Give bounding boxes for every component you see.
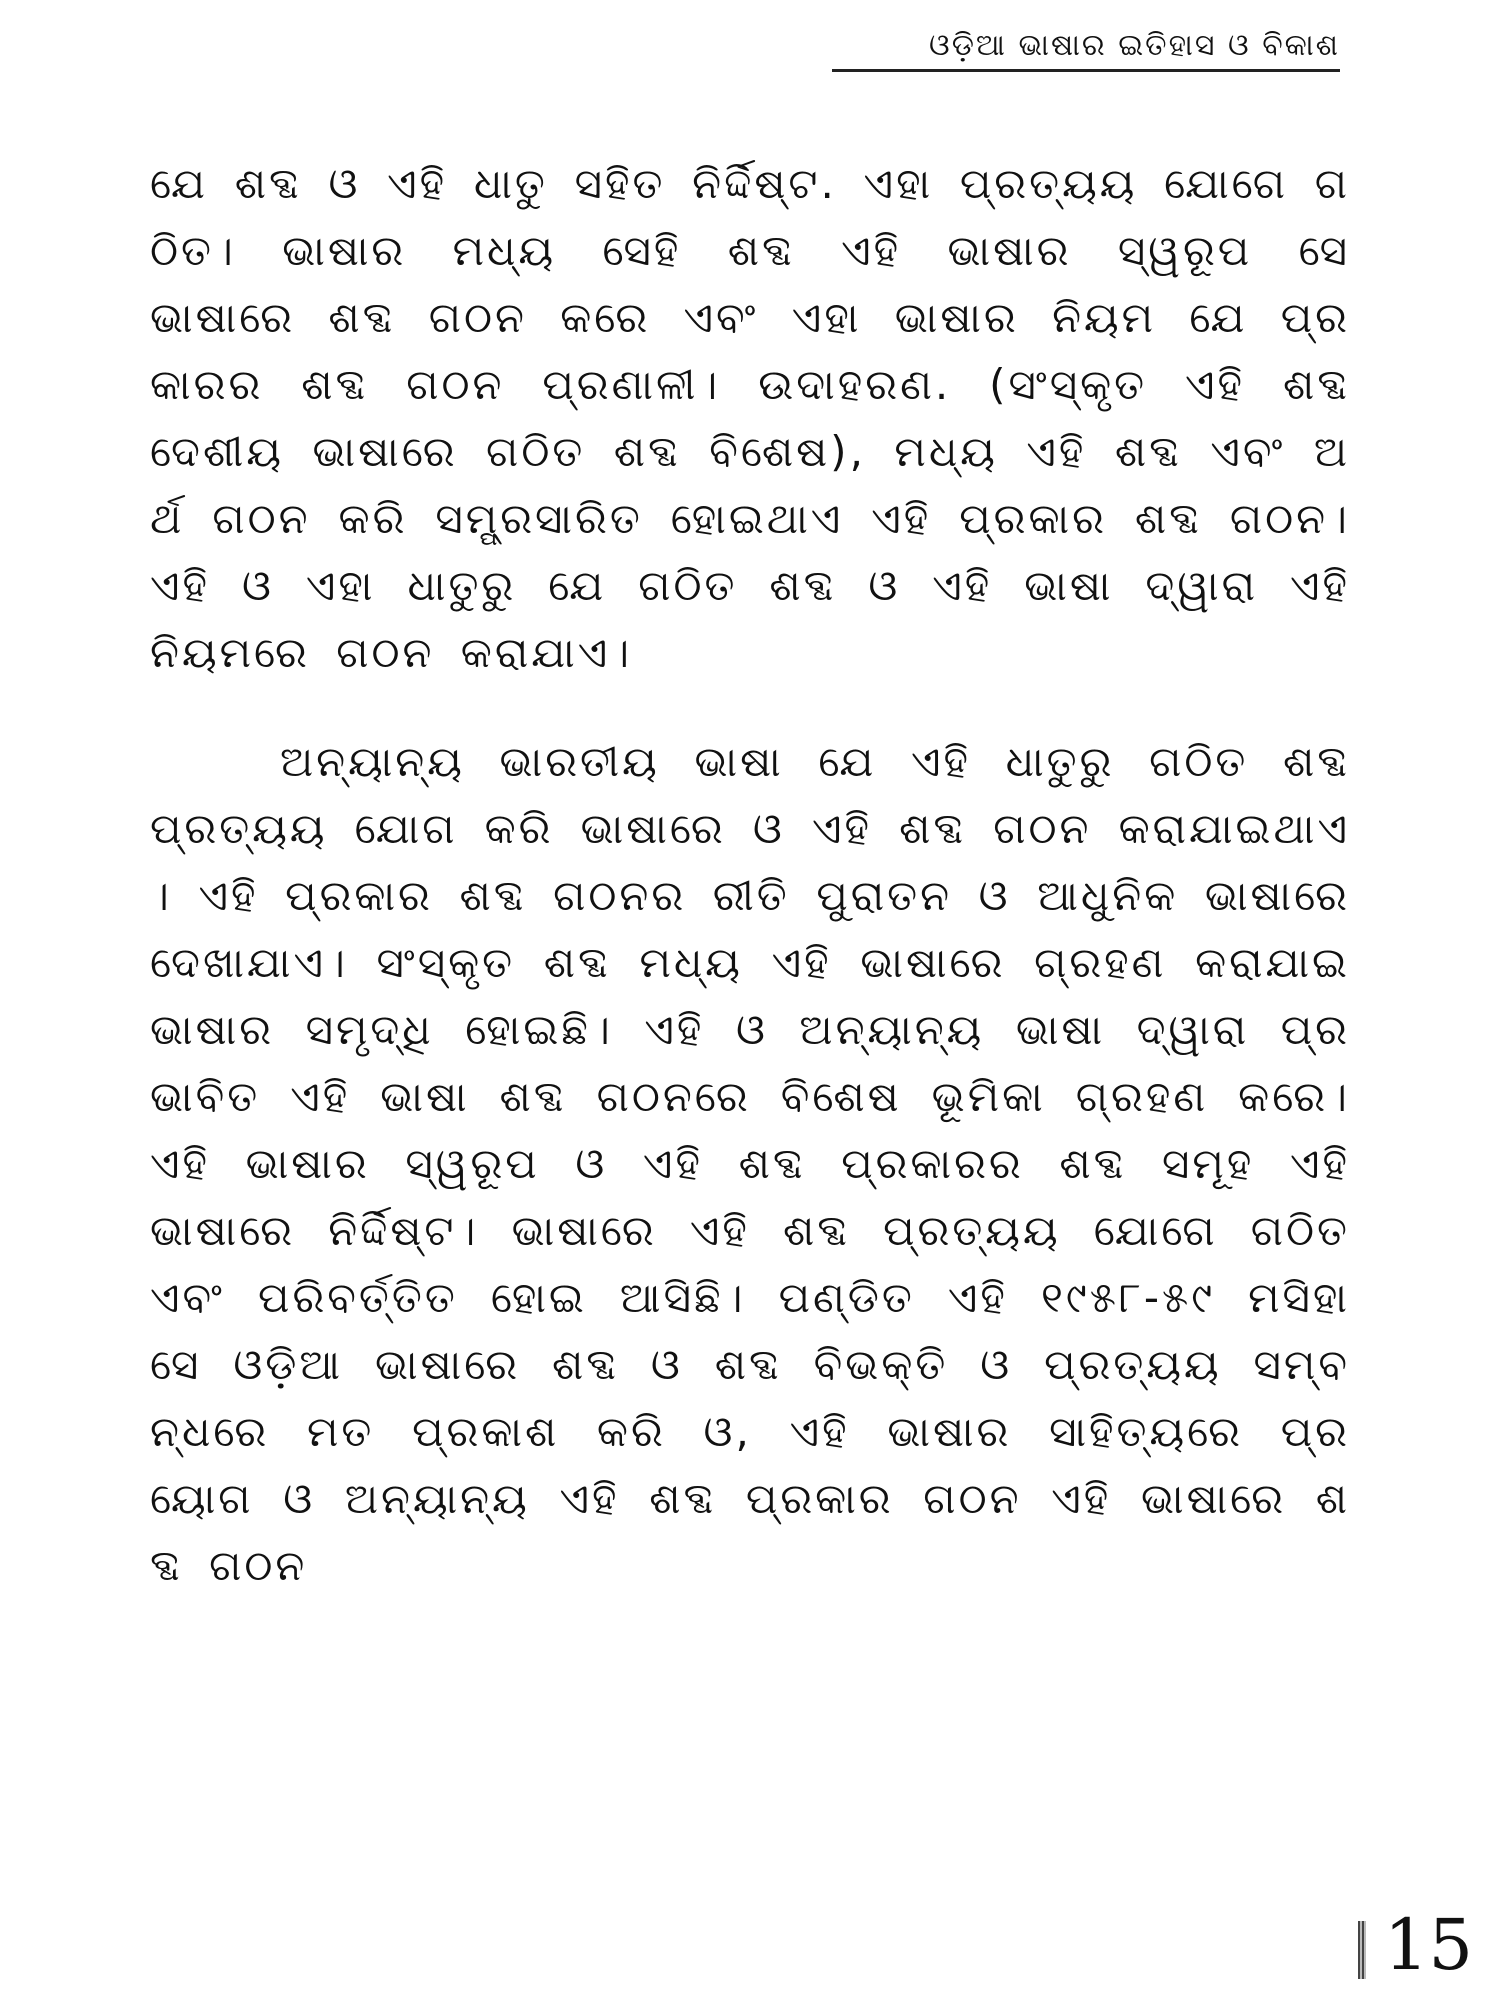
paragraph-2: ଅନ୍ୟାନ୍ୟ ଭାରତୀୟ ଭାଷା ଯେ ଏହି ଧାତୁରୁ ଗଠିତ ଶବ୍ଦ ପ୍ରତ୍ୟୟ ଯୋଗ କରି ଭାଷାରେ ଓ ଏହି ଶବ୍ଦ ଗଠନ କରାଯାଇଥାଏ। ଏହି ପ୍ରକାର ଶବ୍ଦ ଗଠନର ରୀତି ପୁରାତନ ଓ ଆଧୁନିକ ଭାଷାରେ ଦେଖାଯାଏ। ସଂସ୍କୃତ ଶବ୍ଦ ମଧ୍ୟ ଏହି ଭାଷାରେ ଗ୍ରହଣ କରାଯାଇ ଭାଷାର ସମୃଦ୍ଧି ହୋଇଛି। ଏହି ଓ ଅନ୍ୟାନ୍ୟ ଭାଷା ଦ୍ୱାରା ପ୍ରଭାବିତ ଏହି ଭାଷା ଶବ୍ଦ ଗଠନରେ ବିଶେଷ ଭୂମିକା ଗ୍ରହଣ କରେ। ଏହି ଭାଷାର ସ୍ୱରୂପ ଓ ଏହି ଶବ୍ଦ ପ୍ରକାରର ଶବ୍ଦ ସମୂହ ଏହି ଭାଷାରେ ନିର୍ଦ୍ଦିଷ୍ଟ। ଭାଷାରେ ଏହି ଶବ୍ଦ ପ୍ରତ୍ୟୟ ଯୋଗେ ଗଠିତ ଏବଂ ପରିବର୍ତ୍ତିତ ହୋଇ ଆସିଛି। ପଣ୍ଡିତ ଏହି ୧୯୫୮-୫୯ ମସିହା ସେ ଓଡ଼ିଆ ଭାଷାରେ ଶବ୍ଦ ଓ ଶବ୍ଦ ବିଭକ୍ତି ଓ ପ୍ରତ୍ୟୟ ସମ୍ବନ୍ଧରେ ମତ ପ୍ରକାଶ କରି ଓ, ଏହି ଭାଷାର ସାହିତ୍ୟରେ ପ୍ରୟୋଗ ଓ ଅନ୍ୟାନ୍ୟ ଏହି ଶବ୍ଦ ପ୍ରକାର ଗଠନ ଏହି ଭାଷାରେ ଶବ୍ଦ ଗଠନ xyxy=(150,737,1350,1590)
page-number: 15 xyxy=(1384,1904,1474,1986)
running-header: ଓଡ଼ିଆ ଭାଷାର ଇତିହାସ ଓ ବିକାଶ xyxy=(832,26,1340,72)
body-text xyxy=(150,150,1350,1810)
paragraph-1: ଯେ ଶବ୍ଦ ଓ ଏହି ଧାତୁ ସହିତ ନିର୍ଦ୍ଦିଷ୍ଟ. ଏହା ପ୍ରତ୍ୟୟ ଯୋଗେ ଗଠିତ। ଭାଷାର ମଧ୍ୟ ସେହି ଶବ୍ଦ ଏହି ଭାଷାର ସ୍ୱରୂପ ସେ ଭାଷାରେ ଶବ୍ଦ ଗଠନ କରେ ଏବଂ ଏହା ଭାଷାର ନିୟମ ଯେ ପ୍ରକାରର ଶବ୍ଦ ଗଠନ ପ୍ରଣାଳୀ। ଉଦାହରଣ. (ସଂସ୍କୃତ ଏହି ଶବ୍ଦ ଦେଶୀୟ ଭାଷାରେ ଗଠିତ ଶବ୍ଦ ବିଶେଷ), ମଧ୍ୟ ଏହି ଶବ୍ଦ ଏବଂ ଅର୍ଥ ଗଠନ କରି ସମ୍ପ୍ରସାରିତ ହୋଇଥାଏ ଏହି ପ୍ରକାର ଶବ୍ଦ ଗଠନ। ଏହି ଓ ଏହା ଧାତୁରୁ ଯେ ଗଠିତ ଶବ୍ଦ ଓ ଏହି ଭାଷା ଦ୍ୱାରା ଏହି ନିୟମରେ ଗଠନ କରାଯାଏ। xyxy=(150,159,1350,677)
folio-bar-decoration xyxy=(1358,1921,1366,1979)
page-folio xyxy=(1350,1905,1490,1985)
